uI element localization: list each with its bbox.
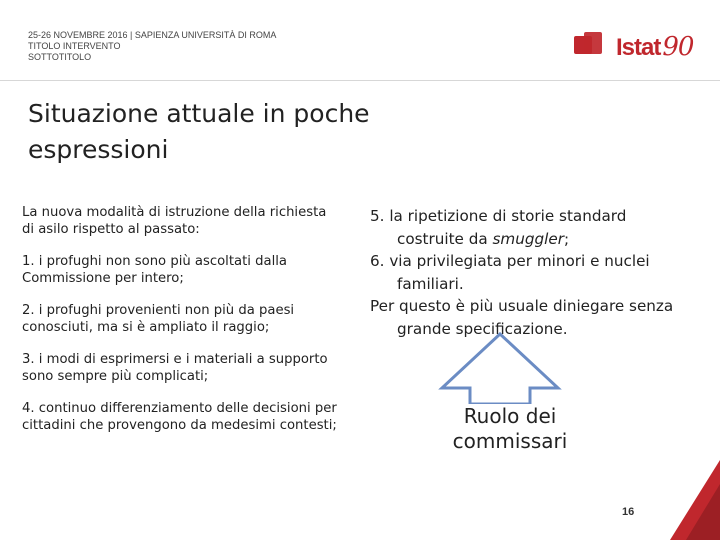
istat-logo-icon-overlay bbox=[584, 32, 602, 54]
header-divider bbox=[0, 80, 720, 81]
slide-header bbox=[28, 30, 276, 63]
list-item: 1. i profughi non sono più ascoltati dalla Commissione per intero; bbox=[22, 254, 287, 286]
item5-end: ; bbox=[563, 229, 570, 248]
page-title-line1: Situazione attuale in poche bbox=[28, 99, 370, 128]
conclusion-text: Per questo è più usuale diniegare senza grande specificazione. bbox=[370, 297, 674, 338]
subtitle: SOTTOTITOLO bbox=[28, 52, 92, 62]
istat-logo-text: Istat90 bbox=[616, 32, 694, 62]
list-item bbox=[370, 205, 690, 250]
list-item: 2. i profughi provenienti non più da paesi conosciuti, ma si è ampliato il raggio; bbox=[22, 303, 295, 335]
event-line: 25-26 NOVEMBRE 2016 | SAPIENZA UNIVERSITÀ DI ROMA bbox=[28, 30, 277, 40]
corner-decoration bbox=[640, 460, 720, 540]
page-number: 16 bbox=[622, 506, 635, 518]
right-column bbox=[370, 205, 690, 340]
item5-text: 5. la ripetizione di storie standard costruite da bbox=[370, 207, 627, 248]
arrow-label: Ruolo dei commissari bbox=[452, 404, 568, 453]
left-column bbox=[22, 204, 340, 449]
list-item: 4. continuo differenziamento delle decisioni per cittadini che provengono da medesimi contesti; bbox=[22, 401, 337, 433]
intervention-title: TITOLO INTERVENTO bbox=[28, 41, 121, 51]
up-arrow-icon bbox=[438, 332, 562, 404]
istat-logo bbox=[574, 28, 694, 72]
page-title bbox=[28, 96, 428, 168]
page-title-line2: espressioni bbox=[28, 135, 169, 164]
list-item: 3. i modi di esprimersi e i materiali a supporto sono sempre più complicati; bbox=[22, 352, 328, 384]
list-item: 6. via privilegiata per minori e nuclei familiari. bbox=[370, 252, 650, 293]
smuggler-emphasis: smuggler bbox=[492, 229, 564, 248]
list-intro: La nuova modalità di istruzione della richiesta di asilo rispetto al passato: bbox=[22, 205, 327, 237]
